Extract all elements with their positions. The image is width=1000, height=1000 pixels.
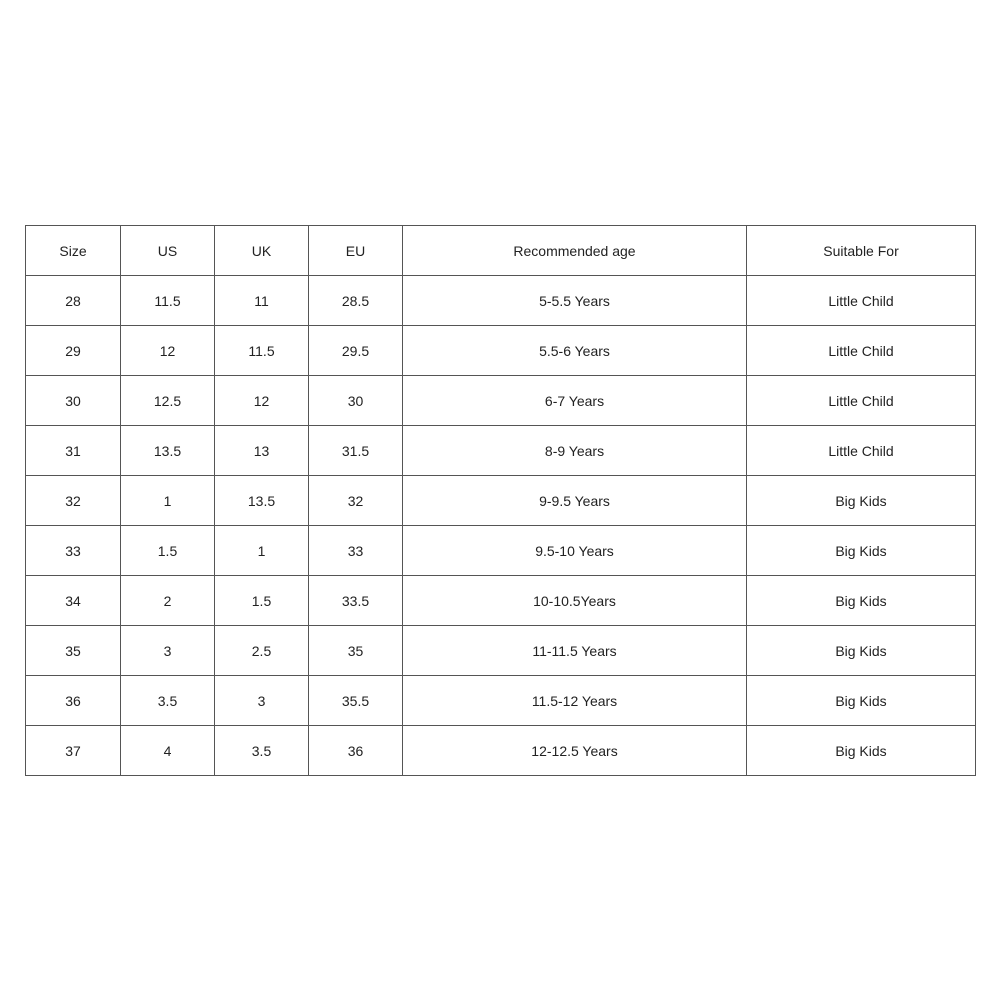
- cell-uk: 2.5: [215, 626, 309, 676]
- cell-recommended-age: 8-9 Years: [403, 426, 747, 476]
- table-row: [26, 526, 976, 576]
- cell-recommended-age: 12-12.5 Years: [403, 726, 747, 776]
- cell-eu: 33: [309, 526, 403, 576]
- cell-us: 1.5: [121, 526, 215, 576]
- cell-suitable-for: Big Kids: [747, 676, 976, 726]
- cell-size: 35: [26, 626, 121, 676]
- cell-size: 31: [26, 426, 121, 476]
- header-eu: EU: [309, 226, 403, 276]
- cell-size: 30: [26, 376, 121, 426]
- cell-us: 2: [121, 576, 215, 626]
- cell-us: 12: [121, 326, 215, 376]
- cell-eu: 29.5: [309, 326, 403, 376]
- cell-recommended-age: 6-7 Years: [403, 376, 747, 426]
- cell-suitable-for: Little Child: [747, 276, 976, 326]
- cell-size: 32: [26, 476, 121, 526]
- cell-us: 1: [121, 476, 215, 526]
- header-uk: UK: [215, 226, 309, 276]
- cell-uk: 1.5: [215, 576, 309, 626]
- table-header: [26, 226, 976, 276]
- cell-suitable-for: Big Kids: [747, 626, 976, 676]
- cell-uk: 11.5: [215, 326, 309, 376]
- header-us: US: [121, 226, 215, 276]
- cell-eu: 28.5: [309, 276, 403, 326]
- table-row: [26, 476, 976, 526]
- cell-recommended-age: 11-11.5 Years: [403, 626, 747, 676]
- cell-size: 33: [26, 526, 121, 576]
- cell-eu: 32: [309, 476, 403, 526]
- cell-eu: 30: [309, 376, 403, 426]
- cell-us: 3.5: [121, 676, 215, 726]
- cell-us: 3: [121, 626, 215, 676]
- header-suitable-for: Suitable For: [747, 226, 976, 276]
- cell-size: 29: [26, 326, 121, 376]
- table-row: [26, 426, 976, 476]
- table-row: [26, 276, 976, 326]
- cell-eu: 33.5: [309, 576, 403, 626]
- cell-recommended-age: 11.5-12 Years: [403, 676, 747, 726]
- cell-us: 11.5: [121, 276, 215, 326]
- cell-uk: 3.5: [215, 726, 309, 776]
- cell-suitable-for: Little Child: [747, 376, 976, 426]
- cell-uk: 13.5: [215, 476, 309, 526]
- cell-eu: 31.5: [309, 426, 403, 476]
- cell-recommended-age: 5.5-6 Years: [403, 326, 747, 376]
- cell-size: 34: [26, 576, 121, 626]
- cell-uk: 1: [215, 526, 309, 576]
- cell-uk: 13: [215, 426, 309, 476]
- cell-uk: 12: [215, 376, 309, 426]
- cell-recommended-age: 9.5-10 Years: [403, 526, 747, 576]
- cell-us: 12.5: [121, 376, 215, 426]
- table-row: [26, 726, 976, 776]
- cell-uk: 3: [215, 676, 309, 726]
- cell-recommended-age: 10-10.5Years: [403, 576, 747, 626]
- cell-suitable-for: Big Kids: [747, 476, 976, 526]
- size-chart-table: [25, 225, 976, 776]
- cell-uk: 11: [215, 276, 309, 326]
- cell-recommended-age: 5-5.5 Years: [403, 276, 747, 326]
- header-recommended-age: Recommended age: [403, 226, 747, 276]
- table-row: [26, 676, 976, 726]
- table-body: [26, 276, 976, 776]
- cell-eu: 35.5: [309, 676, 403, 726]
- cell-suitable-for: Big Kids: [747, 526, 976, 576]
- cell-size: 36: [26, 676, 121, 726]
- cell-recommended-age: 9-9.5 Years: [403, 476, 747, 526]
- cell-suitable-for: Big Kids: [747, 576, 976, 626]
- cell-eu: 36: [309, 726, 403, 776]
- cell-size: 28: [26, 276, 121, 326]
- cell-suitable-for: Big Kids: [747, 726, 976, 776]
- header-row: [26, 226, 976, 276]
- cell-suitable-for: Little Child: [747, 426, 976, 476]
- header-size: Size: [26, 226, 121, 276]
- table-row: [26, 626, 976, 676]
- cell-eu: 35: [309, 626, 403, 676]
- cell-suitable-for: Little Child: [747, 326, 976, 376]
- cell-us: 13.5: [121, 426, 215, 476]
- table-row: [26, 326, 976, 376]
- cell-us: 4: [121, 726, 215, 776]
- cell-size: 37: [26, 726, 121, 776]
- table-row: [26, 376, 976, 426]
- table-row: [26, 576, 976, 626]
